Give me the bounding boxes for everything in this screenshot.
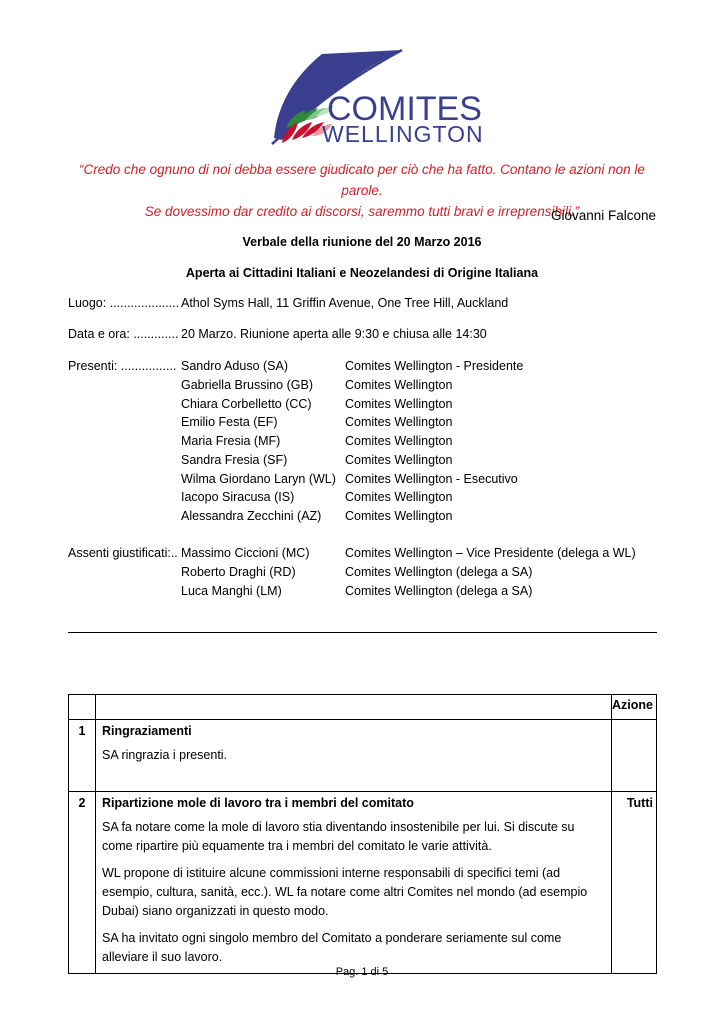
table-header-row [69, 695, 657, 720]
attendee-name: Gabriella Brussino (GB) [181, 378, 313, 392]
attendee-name: Alessandra Zecchini (AZ) [181, 509, 322, 523]
attendee-role: Comites Wellington [345, 453, 453, 467]
attendee-role: Comites Wellington [345, 490, 453, 504]
absentee-role: Comites Wellington (delega a SA) [345, 565, 533, 579]
presenti-label: Presenti: ................ [68, 359, 177, 373]
divider [68, 632, 657, 633]
action-header: Azione [612, 698, 653, 712]
logo-text-wellington: WELLINGTON [322, 121, 484, 147]
item-title: Ringraziamenti [102, 724, 192, 738]
absentee-name: Roberto Draghi (RD) [181, 565, 296, 579]
data-ora-label: Data e ora: [68, 327, 130, 341]
attendee-name: Iacopo Siracusa (IS) [181, 490, 295, 504]
item-paragraph: SA ha invitato ogni singolo membro del Comitato a ponderare seriamente sul come alleviare il suo lavoro. [102, 931, 562, 964]
table-row [69, 720, 657, 792]
attendee-name: Wilma Giordano Laryn (WL) [181, 472, 336, 486]
attendee-role: Comites Wellington [345, 378, 453, 392]
quote-author: Giovanni Falcone [550, 208, 656, 223]
absentee-role: Comites Wellington – Vice Presidente (delega a WL) [345, 546, 636, 560]
absentee-name: Massimo Ciccioni (MC) [181, 546, 310, 560]
item-paragraph: SA ringrazia i presenti. [102, 748, 228, 762]
attendee-role: Comites Wellington [345, 397, 453, 411]
attendee-name: Maria Fresia (MF) [181, 434, 281, 448]
luogo-dots: .................... [106, 296, 180, 310]
absentee-name: Luca Manghi (LM) [181, 584, 282, 598]
document-title: Verbale della riunione del 20 Marzo 2016 [242, 235, 482, 249]
attendee-role: Comites Wellington [345, 434, 453, 448]
page-number: Pag. 1 di 5 [335, 966, 389, 978]
quote-line-2: Se dovessimo dar credito ai discorsi, saremmo tutti bravi e irreprensibili.” [144, 204, 580, 219]
attendee-role: Comites Wellington - Esecutivo [345, 472, 518, 486]
assenti-label: Assenti giustificati:.. [68, 546, 178, 560]
item-number: 2 [78, 796, 86, 810]
item-action: Tutti [626, 796, 653, 810]
absentee-role: Comites Wellington (delega a SA) [345, 584, 533, 598]
item-number: 1 [78, 724, 86, 738]
luogo-label: Luogo: [68, 296, 107, 310]
data-ora-dots: ............. [129, 327, 179, 341]
data-ora-value: 20 Marzo. Riunione aperta alle 9:30 e chiusa alle 14:30 [181, 327, 487, 341]
document-subtitle: Aperta ai Cittadini Italiani e Neozelandesi di Origine Italiana [185, 266, 539, 280]
luogo-value: Athol Syms Hall, 11 Griffin Avenue, One Tree Hill, Auckland [181, 296, 509, 310]
attendee-name: Sandro Aduso (SA) [181, 359, 289, 373]
attendee-role: Comites Wellington [345, 509, 453, 523]
logo-text-comites: COMITES [327, 90, 482, 128]
item-title: Ripartizione mole di lavoro tra i membri del comitato [102, 796, 414, 810]
attendee-name: Sandra Fresia (SF) [181, 453, 288, 467]
item-paragraph: WL propone di istituire alcune commissioni interne responsabili di specifici temi (ad esempio, cultura, sanità, ecc.). WL fa notare come altri Comites nel mondo (ad esempio Dubai) siano organizzati in questo modo. [102, 866, 588, 918]
attendee-role: Comites Wellington [345, 415, 453, 429]
minutes-table [68, 694, 657, 974]
attendee-role: Comites Wellington - Presidente [345, 359, 524, 373]
attendee-name: Emilio Festa (EF) [181, 415, 278, 429]
attendee-name: Chiara Corbelletto (CC) [181, 397, 312, 411]
table-row [69, 792, 657, 974]
item-paragraph: SA fa notare come la mole di lavoro stia diventando insostenibile per lui. Si discute su come ripartire più equamente tra i membri del comitato le varie attività. [102, 820, 575, 853]
quote-line-1: “Credo che ognuno di noi debba essere giudicato per ciò che ha fatto. Contano le azioni non le parole. [79, 162, 645, 198]
